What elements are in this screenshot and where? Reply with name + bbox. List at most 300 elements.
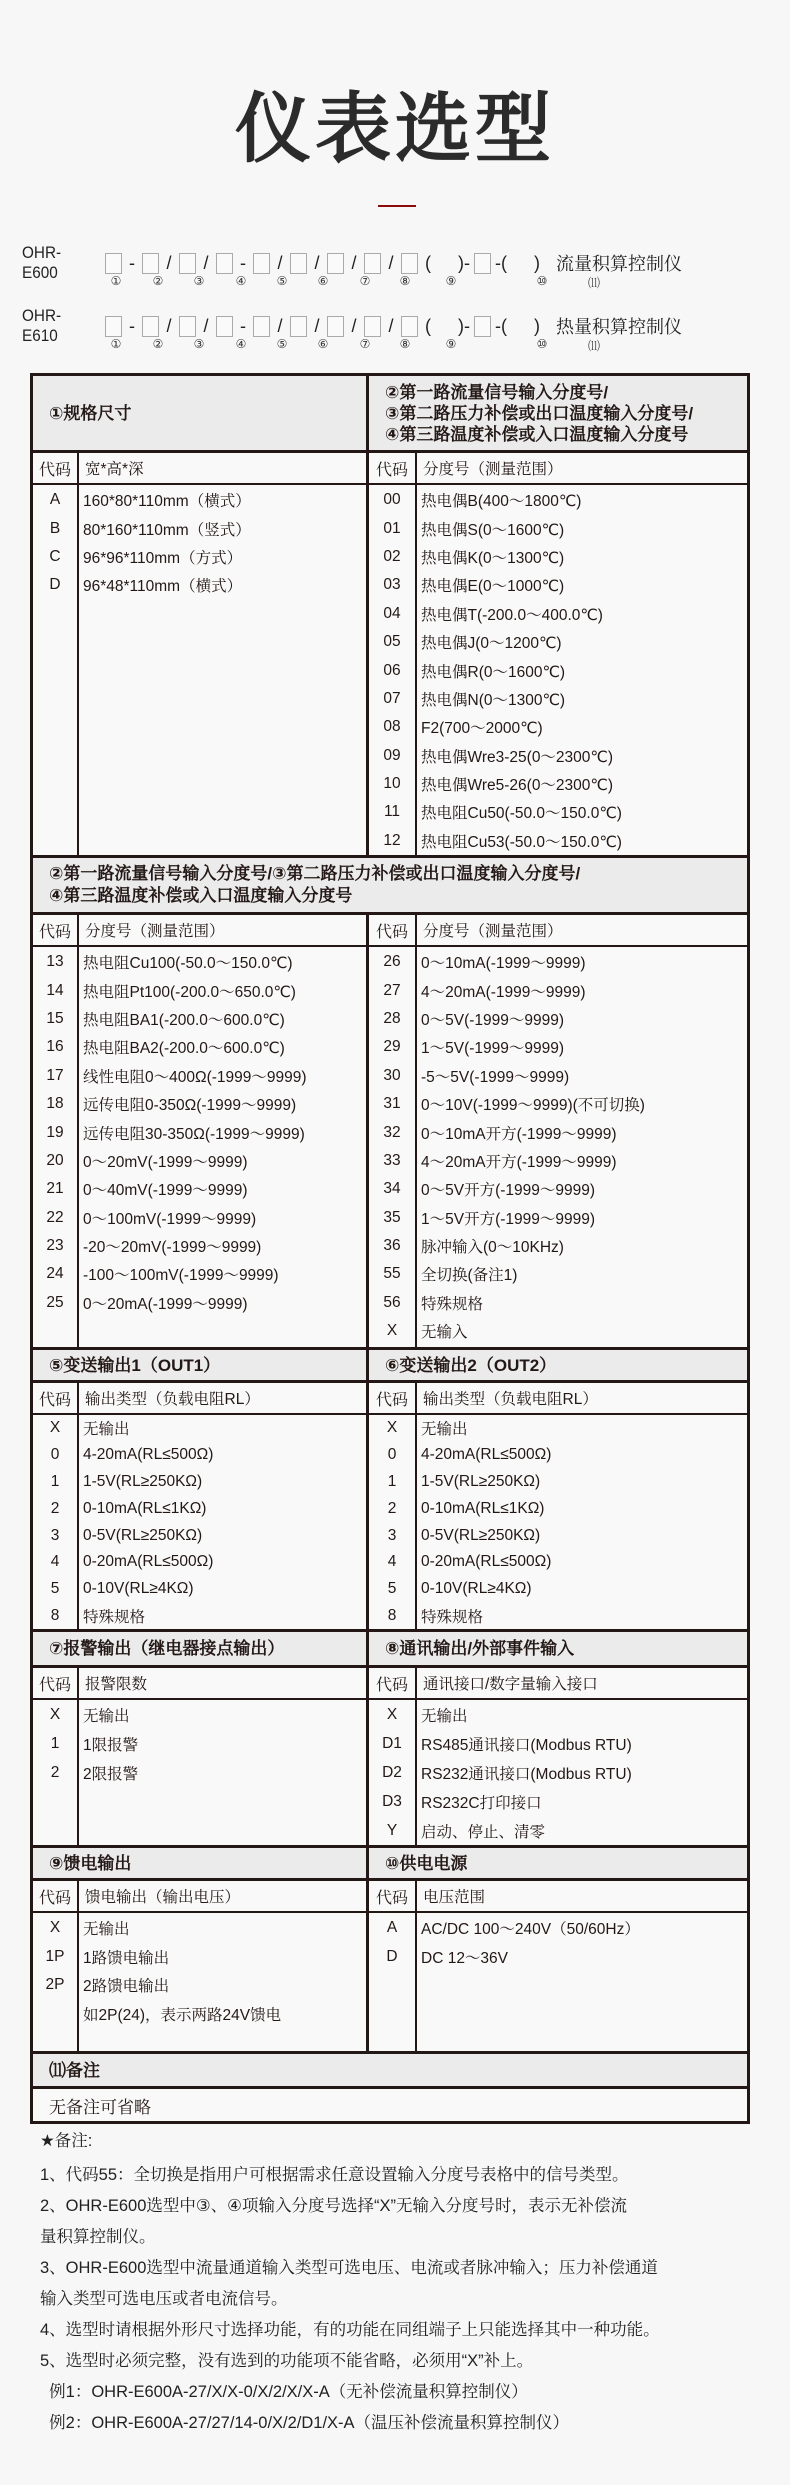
table-row	[33, 571, 366, 599]
section-header	[33, 376, 366, 453]
row-code: 07	[383, 689, 401, 707]
table-row	[369, 514, 747, 542]
row-code: 02	[383, 547, 401, 565]
table-row	[33, 514, 366, 542]
column-header	[369, 1881, 747, 1913]
row-description: 4-20mA(RL≤500Ω)	[83, 1446, 214, 1464]
table-row	[369, 1576, 747, 1603]
row-code: 24	[46, 1265, 64, 1283]
separator: )-	[458, 315, 470, 336]
row-code: 26	[383, 953, 401, 971]
table-row	[33, 1603, 366, 1630]
header-text: ⑩供电电源	[385, 1853, 468, 1873]
position-label: ①	[110, 274, 122, 288]
section-size-and-input-1	[33, 376, 747, 855]
row-description: 4～20mA(-1999～9999)	[421, 983, 586, 1001]
row-description: 0～10mA开方(-1999～9999)	[421, 1125, 617, 1143]
row-description: -100～100mV(-1999～9999)	[83, 1267, 279, 1285]
rows	[33, 1700, 366, 1845]
row-description: 无输出	[83, 1921, 130, 1939]
code-slot	[105, 253, 122, 274]
left-panel	[33, 915, 369, 1347]
header-text: ⑥变送输出2（OUT2）	[385, 1355, 557, 1375]
row-code: X	[386, 1322, 398, 1340]
separator: (	[425, 252, 431, 273]
table-row	[369, 827, 747, 855]
section-header	[369, 1848, 747, 1881]
position-label: ⑨	[445, 337, 457, 351]
row-code: 2	[387, 1499, 397, 1517]
row-code: 55	[383, 1265, 401, 1283]
separator: -	[129, 315, 135, 336]
table-row	[369, 948, 747, 976]
row-description: 0～5V开方(-1999～9999)	[421, 1182, 596, 1200]
row-description: 热电偶S(0～1600℃)	[421, 521, 565, 539]
row-description: 1～5V开方(-1999～9999)	[421, 1210, 596, 1228]
separator: /	[388, 315, 394, 336]
table-row	[33, 1522, 366, 1549]
row-description: 线性电阻0～400Ω(-1999～9999)	[83, 1068, 307, 1086]
row-code: 09	[383, 746, 401, 764]
separator: /	[314, 315, 320, 336]
table-row	[33, 1469, 366, 1496]
position-label: ①	[110, 337, 122, 351]
row-description: DC 12～36V	[421, 1949, 509, 1967]
note-line: 2、OHR-E600选型中③、④项输入分度号选择“X”无输入分度号时，表示无补偿流	[40, 2197, 627, 2215]
code-slot	[253, 316, 270, 337]
row-description: 启动、停止、清零	[421, 1824, 546, 1842]
row-code: 56	[383, 1293, 401, 1311]
row-code: X	[49, 1919, 61, 1937]
row-code: 01	[383, 519, 401, 537]
model-description: 流量积算控制仪	[556, 254, 682, 274]
row-description: 0-20mA(RL≤500Ω)	[421, 1553, 552, 1571]
notes	[40, 2126, 760, 2439]
model-description: 热量积算控制仪	[556, 317, 682, 337]
row-description: 0-10mA(RL≤1KΩ)	[421, 1499, 545, 1517]
table-row	[369, 656, 747, 684]
code-slot	[179, 316, 196, 337]
row-description: 96*48*110mm（横式）	[83, 578, 243, 596]
row-code: 05	[383, 633, 401, 651]
remark-text: 无备注可省略	[33, 2086, 747, 2121]
row-code: A	[49, 491, 61, 509]
row-code: 23	[46, 1237, 64, 1255]
note-line: 5、选型时必须完整，没有选到的功能项不能省略，必须用“X”补上。	[40, 2352, 534, 2370]
position-label: ③	[193, 337, 205, 351]
table-row	[369, 1118, 747, 1146]
row-description: 热电阻Pt100(-200.0～650.0℃)	[83, 983, 296, 1001]
separator: -(	[495, 252, 507, 273]
header-text: ①规格尺寸	[49, 403, 132, 423]
position-label: ③	[193, 274, 205, 288]
position-label: ④	[235, 274, 247, 288]
table-row	[369, 1232, 747, 1260]
table-row	[33, 1005, 366, 1033]
separator: /	[203, 315, 209, 336]
section-transmit-output	[33, 1347, 747, 1629]
rows	[33, 947, 366, 1347]
row-code: 4	[387, 1553, 397, 1571]
table-row	[33, 1442, 366, 1469]
right-panel	[369, 1350, 747, 1629]
position-label: ⑥	[317, 274, 329, 288]
row-description: 无输出	[83, 1421, 130, 1439]
table-row	[369, 798, 747, 826]
table-row	[369, 1289, 747, 1317]
row-description: -20～20mV(-1999～9999)	[83, 1239, 262, 1257]
row-code: 0	[387, 1446, 397, 1464]
rows	[33, 485, 366, 855]
row-code: D3	[382, 1793, 402, 1811]
row-code: 34	[383, 1180, 401, 1198]
right-panel	[369, 915, 747, 1347]
row-code: 20	[46, 1151, 64, 1169]
section-header: ②第一路流量信号输入分度号/③第二路压力补偿或出口温度输入分度号/ ④第三路温度补偿或入口温度输入分度号	[33, 855, 747, 915]
model-name: OHR-E610	[22, 306, 62, 345]
model-name: OHR-E600	[22, 243, 62, 282]
row-description: 热电偶E(0～1000℃)	[421, 578, 565, 596]
separator: /	[314, 252, 320, 273]
left-panel	[33, 376, 369, 855]
section-feed-power	[33, 1845, 747, 2051]
separator: )-	[458, 252, 470, 273]
row-description: 0～5V(-1999～9999)	[421, 1011, 565, 1029]
table-row	[369, 1729, 747, 1758]
table-row	[33, 1415, 366, 1442]
row-description: 全切换(备注1)	[421, 1267, 518, 1285]
table-row	[33, 1758, 366, 1787]
row-code: 3	[387, 1526, 397, 1544]
position-label: ⑥	[317, 337, 329, 351]
row-code: 19	[46, 1123, 64, 1141]
row-description: 热电阻Cu50(-50.0～150.0℃)	[421, 805, 622, 823]
rows	[369, 1415, 747, 1629]
table-row	[33, 1576, 366, 1603]
right-panel	[369, 1632, 747, 1845]
column-header	[33, 1881, 366, 1913]
separator: /	[388, 252, 394, 273]
row-code: 04	[383, 604, 401, 622]
table-row	[33, 1260, 366, 1288]
table-row	[369, 1817, 747, 1846]
description-column-header: 通讯接口/数字量输入接口	[423, 1676, 598, 1693]
description-column-header: 分度号（测量范围）	[423, 461, 563, 478]
row-description: 热电阻Cu53(-50.0～150.0℃)	[421, 833, 622, 851]
separator: /	[351, 252, 357, 273]
row-code: 2P	[45, 1976, 65, 1994]
row-code: 2	[50, 1763, 60, 1781]
row-description: 热电阻Cu100(-50.0～150.0℃)	[83, 955, 293, 973]
table-row	[33, 1062, 366, 1090]
column-header	[33, 1383, 366, 1415]
separator: -	[240, 252, 246, 273]
separator: )	[534, 315, 540, 336]
header-line: ②第一路流量信号输入分度号/	[385, 382, 609, 402]
row-code: 1	[387, 1472, 397, 1490]
table-row	[33, 1700, 366, 1729]
rows	[369, 1700, 747, 1845]
column-header	[33, 453, 366, 485]
row-description: 热电偶Wre5-26(0～2300℃)	[421, 777, 613, 795]
code-column-header: 代码	[369, 915, 417, 945]
table-row	[33, 948, 366, 976]
table-row	[369, 1943, 747, 1972]
position-label: ⑾	[587, 339, 600, 353]
table-row	[369, 1260, 747, 1288]
section-remark	[33, 2051, 747, 2121]
row-description: 热电偶N(0～1300℃)	[421, 691, 566, 709]
code-slot	[474, 316, 491, 337]
description-column-header: 宽*高*深	[85, 461, 144, 478]
right-panel	[369, 376, 747, 855]
row-description: RS232通讯接口(Modbus RTU)	[421, 1765, 632, 1783]
row-description: 热电阻BA2(-200.0～600.0℃)	[83, 1040, 285, 1058]
table-row	[33, 976, 366, 1004]
code-column-header: 代码	[369, 1881, 417, 1911]
right-panel	[369, 1848, 747, 2051]
row-code: 3	[50, 1526, 60, 1544]
header-text: ⑨馈电输出	[49, 1853, 132, 1873]
table-row	[33, 1289, 366, 1317]
rows	[33, 1415, 366, 1629]
separator: /	[351, 315, 357, 336]
section-header	[33, 1848, 366, 1881]
code-column-header: 代码	[33, 453, 79, 483]
header-line: ③第二路压力补偿或出口温度输入分度号/	[385, 403, 694, 423]
table-row	[369, 1204, 747, 1232]
row-description: 0-5V(RL≥250KΩ)	[421, 1526, 541, 1544]
table-row	[33, 1495, 366, 1522]
row-code: D1	[382, 1734, 402, 1752]
row-code: A	[386, 1919, 398, 1937]
row-description: 脉冲输入(0～10KHz)	[421, 1239, 564, 1257]
table-row	[33, 1943, 366, 1972]
table-row	[369, 1175, 747, 1203]
row-code: X	[49, 1705, 61, 1723]
code-slot	[216, 253, 233, 274]
table-row	[369, 976, 747, 1004]
row-code: 21	[46, 1180, 64, 1198]
row-description: 96*96*110mm（方式）	[83, 549, 243, 567]
row-code: 8	[387, 1606, 397, 1624]
position-label: ②	[152, 337, 164, 351]
column-header	[369, 1383, 747, 1415]
rows	[369, 1913, 747, 2051]
row-code: 5	[50, 1580, 60, 1598]
row-description: 0-20mA(RL≤500Ω)	[83, 1553, 214, 1571]
row-description: 160*80*110mm（横式）	[83, 493, 251, 511]
table-row	[33, 1914, 366, 1943]
row-code: 5	[387, 1580, 397, 1598]
row-description: 80*160*110mm（竖式）	[83, 521, 251, 539]
separator: /	[166, 315, 172, 336]
section-header: ⑾备注	[33, 2054, 747, 2086]
row-description: 0-10V(RL≥4KΩ)	[421, 1580, 532, 1598]
row-code: 15	[46, 1009, 64, 1027]
table-row	[33, 1118, 366, 1146]
table-row	[33, 1729, 366, 1758]
code-slot	[401, 316, 418, 337]
row-description: 特殊规格	[421, 1608, 484, 1626]
description-column-header: 输出类型（负载电阻RL）	[85, 1391, 260, 1408]
column-header	[369, 1668, 747, 1700]
row-description: 1-5V(RL≥250KΩ)	[83, 1472, 203, 1490]
table-row	[33, 1971, 366, 2000]
row-code: 33	[383, 1151, 401, 1169]
row-code: 4	[50, 1553, 60, 1571]
row-code: 29	[383, 1038, 401, 1056]
position-label: ⑾	[587, 276, 600, 290]
row-code: Y	[386, 1822, 398, 1840]
separator: -	[129, 252, 135, 273]
rows	[33, 1913, 366, 2051]
position-label: ⑦	[359, 274, 371, 288]
code-slot	[105, 316, 122, 337]
left-panel	[33, 1848, 369, 2051]
code-column-header: 代码	[33, 1383, 79, 1413]
position-label: ⑤	[276, 274, 288, 288]
table-row	[369, 1495, 747, 1522]
row-description: 0～10mA(-1999～9999)	[421, 955, 586, 973]
position-label: ⑨	[445, 274, 457, 288]
header-text: ⑤变送输出1（OUT1）	[49, 1355, 221, 1375]
row-description: 0～20mA(-1999～9999)	[83, 1295, 248, 1313]
table-row	[369, 713, 747, 741]
code-column-header: 代码	[369, 453, 417, 483]
row-description: 特殊规格	[83, 1608, 146, 1626]
table-row	[33, 1147, 366, 1175]
code-slot	[253, 253, 270, 274]
row-description: 特殊规格	[421, 1295, 484, 1313]
row-code: 28	[383, 1009, 401, 1027]
section-header	[369, 1350, 747, 1383]
code-slot	[216, 316, 233, 337]
notes-heading: ★备注:	[40, 2132, 93, 2150]
row-code: 1P	[45, 1947, 65, 1965]
note-line: 量积算控制仪。	[40, 2228, 156, 2246]
separator: /	[277, 315, 283, 336]
row-description: 0-5V(RL≥250KΩ)	[83, 1526, 203, 1544]
table-row	[369, 1090, 747, 1118]
description-column-header: 报警限数	[85, 1676, 148, 1693]
table-row	[369, 1442, 747, 1469]
code-slot	[142, 253, 159, 274]
row-description: 热电偶R(0～1600℃)	[421, 663, 566, 681]
row-code: D	[386, 1947, 398, 1965]
row-description: 2路馈电输出	[83, 1978, 170, 1996]
table-row	[369, 742, 747, 770]
row-code: X	[49, 1419, 61, 1437]
table-row	[369, 1700, 747, 1729]
row-code: 31	[383, 1095, 401, 1113]
code-slot	[290, 253, 307, 274]
position-label: ②	[152, 274, 164, 288]
table-row	[369, 1603, 747, 1630]
code-column-header: 代码	[369, 1383, 417, 1413]
row-description: RS232C打印接口	[421, 1795, 542, 1813]
table-row	[369, 1469, 747, 1496]
row-description: F2(700～2000℃)	[421, 720, 543, 738]
row-code: 18	[46, 1095, 64, 1113]
separator: )	[534, 252, 540, 273]
code-column-header: 代码	[369, 1668, 417, 1698]
description-column-header: 分度号（测量范围）	[423, 923, 563, 940]
table-row	[369, 1415, 747, 1442]
code-column-header: 代码	[33, 1668, 79, 1698]
position-label: ④	[235, 337, 247, 351]
table-row	[369, 1549, 747, 1576]
row-description: 0～10V(-1999～9999)(不可切换)	[421, 1097, 645, 1115]
code-slot	[142, 316, 159, 337]
table-row	[369, 770, 747, 798]
row-code: 35	[383, 1208, 401, 1226]
description-column-header: 电压范围	[423, 1889, 486, 1906]
code-column-header: 代码	[33, 1881, 79, 1911]
row-code: B	[49, 519, 61, 537]
row-code: 2	[50, 1499, 60, 1517]
code-slot	[364, 316, 381, 337]
code-slot	[327, 253, 344, 274]
table-row	[33, 2000, 366, 2029]
row-code: 0	[50, 1446, 60, 1464]
position-label: ⑧	[399, 337, 411, 351]
page-title: 仪表选型	[235, 84, 555, 173]
row-code: 16	[46, 1038, 64, 1056]
row-description: 1限报警	[83, 1736, 139, 1754]
table-row	[369, 543, 747, 571]
row-description: AC/DC 100～240V（50/60Hz）	[421, 1921, 640, 1939]
row-description: 热电偶B(400～1800℃)	[421, 493, 582, 511]
title-underline	[378, 205, 416, 207]
table-row	[369, 1788, 747, 1817]
position-label: ⑧	[399, 274, 411, 288]
row-description: 无输出	[83, 1707, 130, 1725]
section-header	[33, 1350, 366, 1383]
row-description: 2限报警	[83, 1765, 139, 1783]
separator: -	[240, 315, 246, 336]
section-input-continued	[33, 855, 747, 1347]
row-code: 1	[50, 1472, 60, 1490]
row-description: -5～5V(-1999～9999)	[421, 1068, 570, 1086]
note-line: 4、选型时请根据外形尺寸选择功能，有的功能在同组端子上只能选择其中一种功能。	[40, 2321, 660, 2339]
row-code: 27	[383, 981, 401, 999]
separator: /	[277, 252, 283, 273]
code-slot	[179, 253, 196, 274]
rows	[369, 947, 747, 1347]
row-description: 1-5V(RL≥250KΩ)	[421, 1472, 541, 1490]
table-row	[369, 685, 747, 713]
position-label: ⑤	[276, 337, 288, 351]
row-code: 06	[383, 661, 401, 679]
table-row	[33, 1090, 366, 1118]
code-slot	[401, 253, 418, 274]
row-code: X	[386, 1705, 398, 1723]
row-description: 4-20mA(RL≤500Ω)	[421, 1446, 552, 1464]
table-row	[369, 1147, 747, 1175]
table-row	[33, 543, 366, 571]
table-row	[369, 1914, 747, 1943]
description-column-header: 馈电输出（输出电压）	[85, 1889, 241, 1906]
section-header	[369, 376, 747, 453]
note-line: 1、代码55：全切换是指用户可根据需求任意设置输入分度号表格中的信号类型。	[40, 2166, 629, 2184]
row-code: 36	[383, 1237, 401, 1255]
row-code: 11	[383, 803, 401, 821]
table-row	[369, 486, 747, 514]
row-description: 无输入	[421, 1324, 468, 1342]
separator: /	[203, 252, 209, 273]
row-code: 03	[383, 576, 401, 594]
